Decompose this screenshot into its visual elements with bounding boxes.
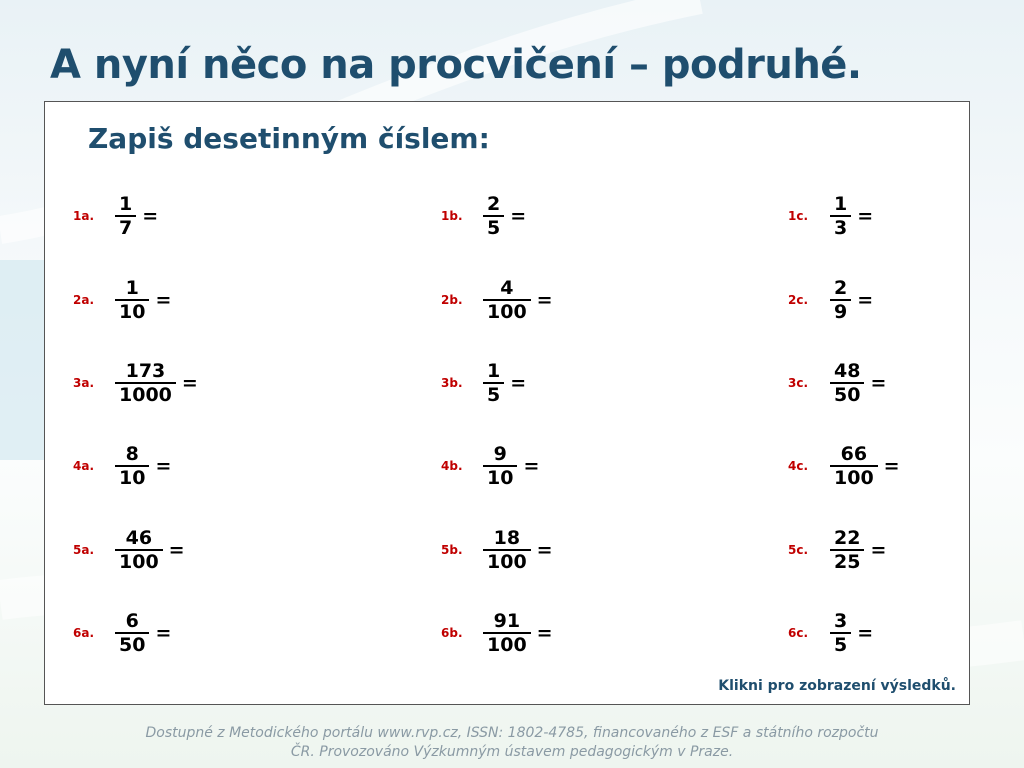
fraction-denominator: 10	[115, 465, 149, 489]
fraction-denominator: 50	[830, 382, 864, 406]
exercise-label: 3a.	[73, 376, 95, 390]
fraction-denominator: 100	[830, 465, 878, 489]
fraction	[483, 443, 517, 489]
fraction	[483, 193, 504, 239]
exercise-label: 5b.	[441, 543, 463, 557]
fraction-numerator: 22	[834, 527, 861, 549]
fraction	[483, 527, 531, 573]
fraction	[115, 527, 163, 573]
fraction	[115, 360, 176, 406]
fraction-denominator: 5	[830, 632, 851, 656]
exercise-item	[73, 353, 198, 413]
exercise-item	[73, 436, 171, 496]
fraction-numerator: 91	[493, 610, 521, 632]
equals-sign: =	[536, 539, 553, 561]
exercise-label: 6b.	[441, 626, 463, 640]
equals-sign: =	[870, 372, 887, 394]
fraction-denominator: 9	[830, 299, 851, 323]
equals-sign: =	[142, 205, 159, 227]
exercise-label: 6c.	[788, 626, 809, 640]
fraction-denominator: 100	[483, 549, 531, 573]
exercise-item	[73, 270, 171, 330]
equals-sign: =	[523, 455, 540, 477]
exercise-label: 1a.	[73, 209, 95, 223]
fraction	[115, 610, 149, 656]
equals-sign: =	[155, 622, 172, 644]
exercise-item	[73, 520, 185, 580]
exercise-item	[788, 270, 873, 330]
fraction-numerator: 6	[125, 610, 139, 632]
fraction	[115, 443, 149, 489]
fraction-numerator: 2	[834, 277, 848, 299]
fraction-denominator: 25	[830, 549, 864, 573]
fraction-numerator: 3	[834, 610, 848, 632]
exercise-label: 2a.	[73, 293, 95, 307]
exercise-label: 1b.	[441, 209, 463, 223]
equals-sign: =	[870, 539, 887, 561]
exercise-label: 2c.	[788, 293, 809, 307]
fraction-denominator: 5	[483, 382, 504, 406]
fraction-denominator: 100	[115, 549, 163, 573]
fraction	[830, 193, 851, 239]
exercise-label: 5a.	[73, 543, 95, 557]
exercise-item	[788, 186, 873, 246]
slide-title: A nyní něco na procvičení – podruhé.	[50, 42, 862, 88]
fraction-numerator: 2	[487, 193, 501, 215]
fraction	[830, 527, 864, 573]
fraction	[830, 360, 864, 406]
exercise-panel	[44, 101, 970, 705]
exercise-instruction: Zapiš desetinným číslem:	[88, 122, 490, 155]
exercise-item	[788, 520, 886, 580]
fraction-numerator: 8	[125, 443, 139, 465]
fraction-denominator: 3	[830, 215, 851, 239]
exercise-item	[73, 603, 171, 663]
exercise-label: 6a.	[73, 626, 95, 640]
fraction-numerator: 46	[125, 527, 153, 549]
equals-sign: =	[857, 289, 874, 311]
fraction-denominator: 10	[483, 465, 517, 489]
fraction-denominator: 5	[483, 215, 504, 239]
equals-sign: =	[536, 289, 553, 311]
exercise-item	[788, 603, 873, 663]
equals-sign: =	[857, 622, 874, 644]
equals-sign: =	[168, 539, 185, 561]
exercise-label: 2b.	[441, 293, 463, 307]
exercise-label: 1c.	[788, 209, 809, 223]
equals-sign: =	[536, 622, 553, 644]
fraction	[830, 443, 878, 489]
equals-sign: =	[883, 455, 900, 477]
equals-sign: =	[181, 372, 198, 394]
footer-line-1: Dostupné z Metodického portálu www.rvp.cz, ISSN: 1802-4785, financovaného z ESF a státního rozpočtu	[145, 725, 879, 741]
exercise-item	[788, 353, 886, 413]
fraction-denominator: 100	[483, 299, 531, 323]
fraction-numerator: 18	[493, 527, 521, 549]
exercise-label: 5c.	[788, 543, 809, 557]
equals-sign: =	[857, 205, 874, 227]
footer-line-2: ČR. Provozováno Výzkumným ústavem pedagogickým v Praze.	[290, 744, 734, 760]
equals-sign: =	[155, 455, 172, 477]
exercise-item	[788, 436, 900, 496]
fraction-denominator: 100	[483, 632, 531, 656]
fraction-numerator: 9	[493, 443, 507, 465]
fraction-numerator: 173	[125, 360, 166, 382]
exercise-item	[73, 186, 158, 246]
exercise-label: 3b.	[441, 376, 463, 390]
fraction-denominator: 50	[115, 632, 149, 656]
equals-sign: =	[510, 205, 527, 227]
fraction-numerator: 1	[119, 193, 133, 215]
exercise-item	[441, 353, 526, 413]
fraction	[483, 277, 531, 323]
fraction-denominator: 7	[115, 215, 136, 239]
exercise-item	[441, 603, 553, 663]
fraction-numerator: 1	[834, 193, 848, 215]
exercise-item	[441, 270, 553, 330]
fraction	[115, 277, 149, 323]
exercise-label: 4c.	[788, 459, 809, 473]
fraction-denominator: 10	[115, 299, 149, 323]
fraction	[483, 360, 504, 406]
exercise-label: 3c.	[788, 376, 809, 390]
fraction-numerator: 1	[487, 360, 501, 382]
fraction-denominator: 1000	[115, 382, 176, 406]
equals-sign: =	[510, 372, 527, 394]
fraction-numerator: 66	[840, 443, 868, 465]
fraction-numerator: 48	[834, 360, 861, 382]
fraction-numerator: 4	[500, 277, 514, 299]
exercise-item	[441, 186, 526, 246]
show-results-link[interactable]: Klikni pro zobrazení výsledků.	[718, 678, 956, 694]
fraction	[830, 277, 851, 323]
exercise-item	[441, 436, 539, 496]
exercise-item	[441, 520, 553, 580]
fraction	[483, 610, 531, 656]
fraction	[115, 193, 136, 239]
footer-credit	[0, 724, 1024, 762]
exercise-label: 4b.	[441, 459, 463, 473]
equals-sign: =	[155, 289, 172, 311]
fraction-numerator: 1	[125, 277, 139, 299]
fraction	[830, 610, 851, 656]
exercise-label: 4a.	[73, 459, 95, 473]
